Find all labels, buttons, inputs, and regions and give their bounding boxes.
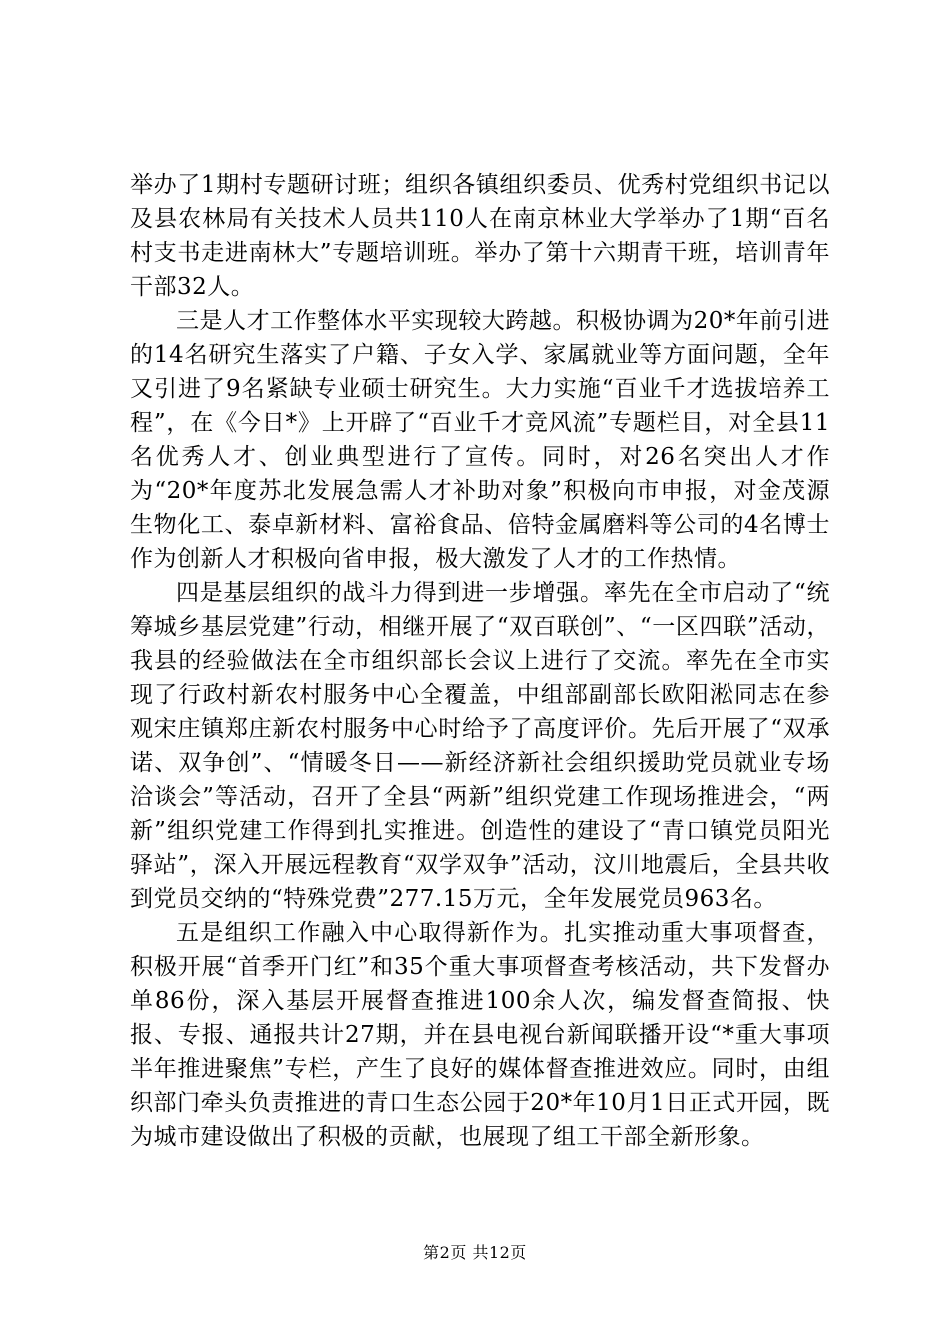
page-number-footer: 第2页 共12页 <box>423 1243 527 1262</box>
paragraph-grassroots-organization: 四是基层组织的战斗力得到进一步增强。率先在全市启动了“统筹城乡基层党建”行动，相继开展了“双百联创”、“一区四联”活动，我县的经验做法在全市组织部长会议上进行了交流。率先在全市实现了行政村新农村服务中心全覆盖，中组部副部长欧阳淞同志在参观宋庄镇郑庄新农村服务中心时给予了高度评价。先后开展了“双承诺、双争创”、“情暖冬日——新经济新社会组织援助党员就业专场洽谈会”等活动，召开了全县“两新”组织党建工作现场推进会，“两新”组织党建工作得到扎实推进。创造性的建设了“青口镇党员阳光驿站”，深入开展远程教育“双学双争”活动，汶川地震后，全县共收到党员交纳的“特殊党费”277.15万元，全年发展党员963名。 <box>130 580 830 912</box>
paragraph-talent-work: 三是人才工作整体水平实现较大跨越。积极协调为20*年前引进的14名研究生落实了户籍、子女入学、家属就业等方面问题，全年又引进了9名紧缺专业硕士研究生。大力实施“百业千才选拔培养工程”，在《今日*》上开辟了“百业千才竞风流”专题栏目，对全县11名优秀人才、创业典型进行了宣传。同时，对26名突出人才作为“20*年度苏北发展急需人才补助对象”积极向市申报，对金茂源生物化工、泰卓新材料、富裕食品、倍特金属磨料等公司的4名博士作为创新人才积极向省申报，极大激发了人才的工作热情。 <box>130 308 830 572</box>
paragraph-central-work: 五是组织工作融入中心取得新作为。扎实推动重大事项督查，积极开展“首季开门红”和35个重大事项督查考核活动，共下发督办单86份，深入基层开展督查推进100余人次，编发督查简报、快报、专报、通报共计27期，并在县电视台新闻联播开设“*重大事项半年推进聚焦”专栏，产生了良好的媒体督查推进效应。同时，由组织部门牵头负责推进的青口生态公园于20*年10月1日正式开园，既为城市建设做出了积极的贡献，也展现了组工干部全新形象。 <box>130 920 830 1150</box>
paragraph-continued: 举办了1期村专题研讨班；组织各镇组织委员、优秀村党组织书记以及县农林局有关技术人员共110人在南京林业大学举办了1期“百名村支书走进南林大”专题培训班。举办了第十六期青干班，培训青年干部32人。 <box>130 172 830 300</box>
document-body <box>130 168 830 1154</box>
